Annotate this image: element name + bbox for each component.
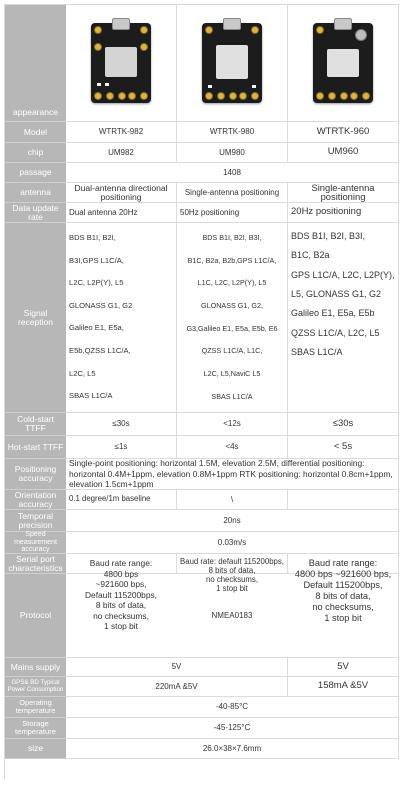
storage-temp-value: -45-125°C xyxy=(66,718,399,739)
signal-960-line: GPS L1C/A, L2C, L2P(Y), xyxy=(291,269,395,280)
serial-982-line: 4800 bps xyxy=(103,568,139,579)
board-982-image xyxy=(91,23,151,103)
model-982: WTRTK-982 xyxy=(66,122,177,143)
label-serial: Serial port characteristics xyxy=(5,554,66,574)
signal-980-line: L1C, L2C, L2P(Y), L5 xyxy=(197,278,267,288)
signal-982-line: E5b,QZSS L1C/A, xyxy=(69,346,131,356)
size-value: 26.0×38×7.6mm xyxy=(66,739,399,759)
chip-960: UM960 xyxy=(288,143,399,163)
signal-960-line: BDS B1I, B2I, B3I, xyxy=(291,231,366,241)
positioning-accuracy-value: Single-point positioning: horizontal 1.5M, elevation 2.5M, differential positioning: horizontal 0.4M+1ppm, elevation 0.8M+1ppm RTK positioning: horizontal 0.8cm+1ppm, elevation 1.5cm+1ppm xyxy=(66,459,399,490)
label-appearance: appearance xyxy=(5,5,66,122)
protocol-value: NMEA0183 xyxy=(66,574,399,658)
label-storage-temp: Storage temperature xyxy=(5,718,66,739)
chip-982: UM982 xyxy=(66,143,177,163)
serial-960-line: Default 115200bps, xyxy=(303,580,383,591)
label-signal: Signal reception xyxy=(5,223,66,413)
signal-982-line: L2C, L2P(Y), L5 xyxy=(69,278,124,288)
orientation-accuracy-982: 0.1 degree/1m baseline xyxy=(66,490,177,510)
cold-start-960: ≤30s xyxy=(288,413,399,436)
serial-982-line: Default 115200bps, xyxy=(84,589,158,600)
board-960-image xyxy=(313,23,373,103)
serial-980-line: 1 stop bit xyxy=(216,583,248,593)
label-orientation-accuracy: Orientation accuracy xyxy=(5,490,66,510)
board-980-image xyxy=(202,23,262,103)
model-980: WTRTK-980 xyxy=(177,122,288,143)
signal-980-line: GLONASS G1, G2, xyxy=(201,301,263,311)
update-rate-980: 50Hz positioning xyxy=(177,203,288,223)
signal-982-line: GLONASS G1, G2 xyxy=(69,300,133,310)
signal-960 xyxy=(288,223,399,413)
signal-980-line: L2C, L5,NaviC L5 xyxy=(203,368,261,378)
label-positioning-accuracy: Positioning accuracy xyxy=(5,459,66,490)
signal-960-line: QZSS L1C/A, L2C, L5 xyxy=(291,327,380,338)
label-speed-accuracy: Speed measurement accuracy xyxy=(5,532,66,554)
serial-960-line: 8 bits of data, xyxy=(315,591,371,602)
label-antenna: antenna xyxy=(5,183,66,203)
hot-start-960: < 5s xyxy=(288,436,399,459)
power-960: 158mA &5V xyxy=(288,677,399,697)
serial-982-line: 8 bits of data, xyxy=(95,600,147,610)
board-960-cell xyxy=(288,5,399,122)
serial-982-line: Baud rate range: xyxy=(89,558,153,568)
label-passage: passage xyxy=(5,163,66,183)
signal-980-line: B1C, B2a, B2b,GPS L1C/A, xyxy=(187,255,277,265)
power-982-980: 220mA &5V xyxy=(66,677,288,697)
speed-accuracy-value: 0.03m/s xyxy=(66,532,399,554)
label-cold-start: Cold-start TTFF xyxy=(5,413,66,436)
signal-960-line: B1C, B2a xyxy=(291,250,330,261)
label-update-rate: Data update rate xyxy=(5,203,66,223)
chip-980: UM980 xyxy=(177,143,288,163)
serial-980 xyxy=(177,554,288,593)
orientation-accuracy-960 xyxy=(288,490,399,510)
label-hot-start: Hot-start TTFF xyxy=(5,436,66,459)
signal-960-line: Galileo E1, E5a, E5b xyxy=(291,308,375,319)
signal-980-line: SBAS L1C/A xyxy=(211,391,253,401)
serial-982 xyxy=(66,554,177,631)
serial-980-line: 8 bits of data, xyxy=(208,565,256,575)
signal-982-line: BDS B1I, B2I, xyxy=(69,232,116,242)
update-rate-982: Dual antenna 20Hz xyxy=(66,203,177,223)
passage-value: 1408 xyxy=(66,163,399,183)
antenna-982: Dual-antenna directional positioning xyxy=(66,183,177,203)
model-960: WTRTK-960 xyxy=(288,122,399,143)
label-temporal-precision: Temporal precision xyxy=(5,510,66,532)
serial-982-line: ~921600 bps, xyxy=(95,579,147,589)
antenna-960: Single-antenna positioning xyxy=(288,183,399,203)
mains-960: 5V xyxy=(288,658,399,677)
antenna-980: Single-antenna positioning xyxy=(177,183,288,203)
serial-960-line: Baud rate range: xyxy=(308,558,378,568)
signal-982-line: L2C, L5 xyxy=(69,368,96,378)
label-model: Model xyxy=(5,122,66,143)
hot-start-980: <4s xyxy=(177,436,288,459)
operating-temp-value: -40-85°C xyxy=(66,697,399,718)
label-chip: chip xyxy=(5,143,66,163)
serial-960-line: no checksums, xyxy=(312,602,374,613)
board-980-cell xyxy=(177,5,288,122)
label-mains: Mains supply xyxy=(5,658,66,677)
cold-start-982: ≤30s xyxy=(66,413,177,436)
signal-980-line: BDS B1I, B2I, B3I, xyxy=(202,233,262,243)
label-operating-temp: Operating temperature xyxy=(5,697,66,718)
board-982-cell xyxy=(66,5,177,122)
serial-982-line: 1 stop bit xyxy=(104,621,138,631)
serial-980-line: Baud rate: default 115200bps, xyxy=(180,557,284,566)
label-protocol: Protocol xyxy=(5,574,66,658)
cold-start-980: <12s xyxy=(177,413,288,436)
signal-960-line: L5, GLONASS G1, G2 xyxy=(291,289,382,300)
serial-960-line: 1 stop bit xyxy=(324,613,362,624)
update-rate-960: 20Hz positioning xyxy=(288,203,399,223)
label-size: size xyxy=(5,739,66,759)
mains-982-980: 5V xyxy=(66,658,288,677)
signal-980-line: QZSS L1C/A, L1C, xyxy=(201,346,263,356)
label-power: GPS& BD Typical Power Consumption xyxy=(5,677,66,697)
signal-982-line: Galileo E1, E5a, xyxy=(69,323,124,333)
serial-960-line: 4800 bps ~921600 bps, xyxy=(294,569,392,580)
signal-982-line: B3I,GPS L1C/A, xyxy=(69,255,124,265)
signal-982 xyxy=(66,223,177,413)
spec-table xyxy=(4,4,399,779)
signal-982-line: SBAS L1C/A xyxy=(69,391,113,401)
hot-start-982: ≤1s xyxy=(66,436,177,459)
signal-980 xyxy=(177,223,288,413)
orientation-accuracy-980: \ xyxy=(177,490,288,510)
serial-982-line: no checksums, xyxy=(93,610,149,621)
signal-980-line: G3,Galileo E1, E5a, E5b, E6 xyxy=(186,323,278,333)
temporal-precision-value: 20ns xyxy=(66,510,399,532)
serial-960 xyxy=(288,554,399,624)
signal-960-line: SBAS L1C/A xyxy=(291,347,343,358)
serial-980-line: no checksums, xyxy=(205,574,258,584)
